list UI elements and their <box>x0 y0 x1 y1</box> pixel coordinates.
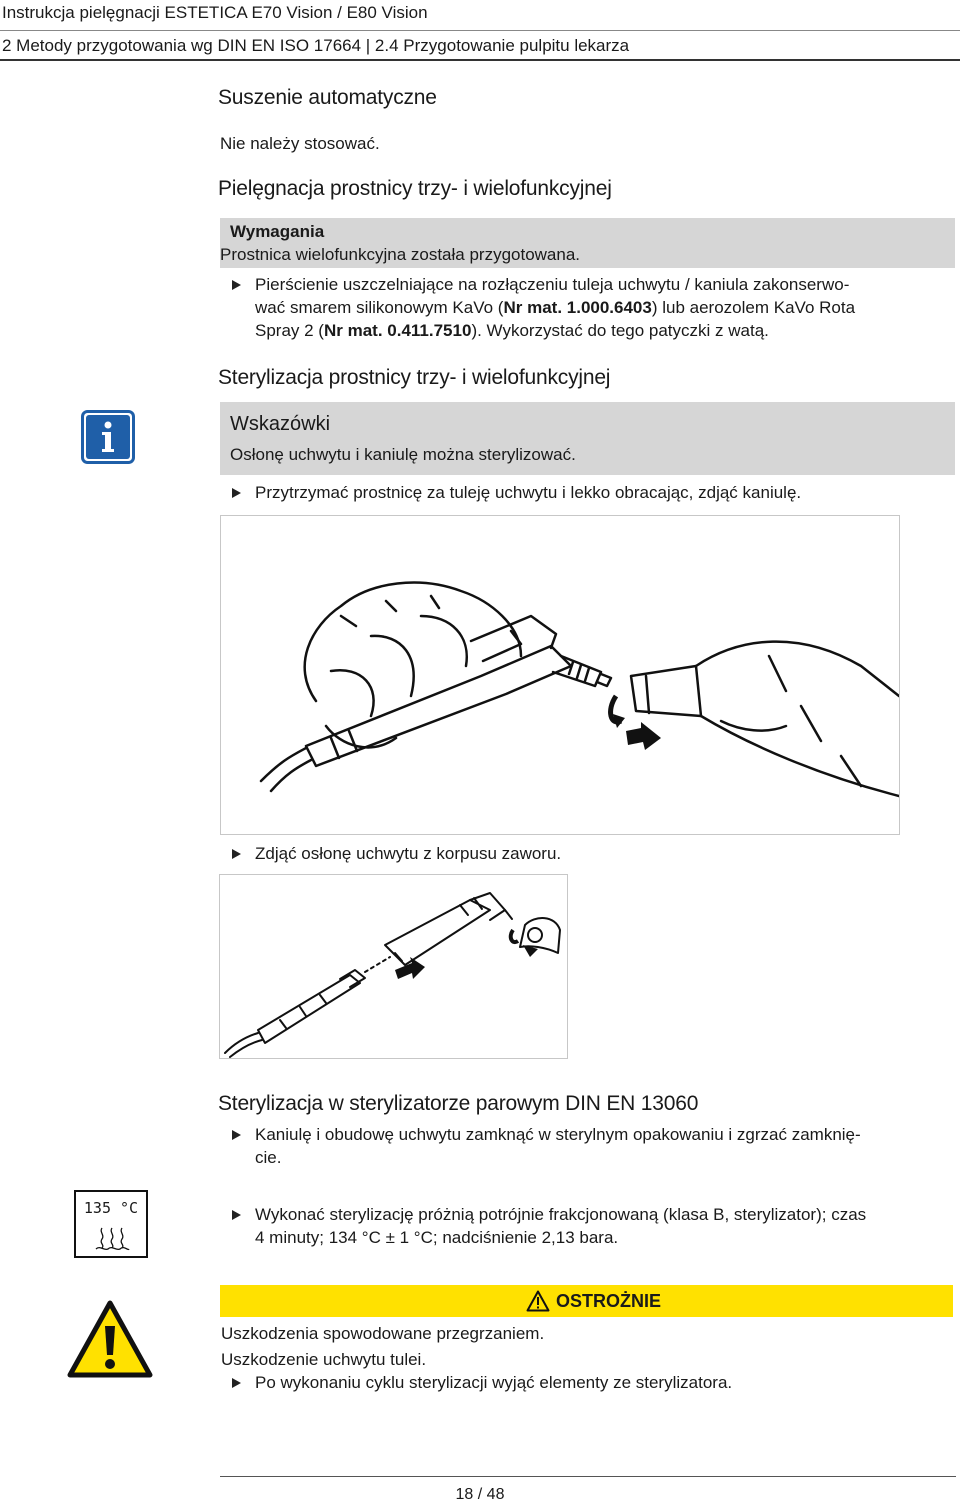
step-arrow-icon <box>232 280 241 290</box>
step-arrow-icon <box>232 1130 241 1140</box>
footer-divider <box>220 1476 956 1477</box>
heading-steam: Sterylizacja w sterylizatorze parowym DIN EN 13060 <box>218 1092 699 1115</box>
caution-label: OSTROŻNIE <box>555 1290 661 1311</box>
step-arrow-icon <box>232 849 241 859</box>
care-step-line3: Spray 2 (Nr mat. 0.411.7510). Wykorzystać do tego patyczki z watą. <box>255 321 769 340</box>
hint-title: Wskazówki <box>230 413 331 435</box>
hint-text: Osłonę uchwytu i kaniulę można sterylizować. <box>230 445 576 464</box>
requirements-title: Wymagania <box>230 222 325 241</box>
step-arrow-icon <box>232 1378 241 1388</box>
page-number: 18 / 48 <box>455 1486 505 1503</box>
drying-text: Nie należy stosować. <box>220 134 380 153</box>
figure-remove-cannula <box>220 515 900 835</box>
header-divider-bold <box>0 59 960 61</box>
caution-banner <box>220 1285 953 1317</box>
requirements-text: Prostnica wielofunkcyjna została przygotowana. <box>220 245 581 264</box>
step-arrow-icon <box>232 1210 241 1220</box>
heading-sterilization: Sterylizacja prostnicy trzy- i wielofunkcyjnej <box>218 366 611 389</box>
care-step-line2: wać smarem silikonowym KaVo (Nr mat. 1.000.6403) lub aerozolem KaVo Rota <box>255 298 856 317</box>
warning-triangle-icon <box>67 1300 153 1378</box>
caution-title: Uszkodzenia spowodowane przegrzaniem. <box>221 1324 545 1343</box>
step-arrow-icon <box>232 488 241 498</box>
figure-remove-grip-cover <box>219 874 568 1059</box>
caution-text: Uszkodzenie uchwytu tulei. <box>221 1350 427 1369</box>
steam-sterilization-135c-icon: 135 °C <box>74 1190 148 1258</box>
document-title: Instrukcja pielęgnacji ESTETICA E70 Vision / E80 Vision <box>2 3 428 22</box>
info-icon <box>81 410 135 464</box>
care-step-line1: Pierścienie uszczelniające na rozłączeniu tuleja uchwytu / kaniula zakonserwo- <box>255 275 850 294</box>
hint-box <box>220 402 955 475</box>
requirements-box <box>220 218 955 268</box>
heading-care: Pielęgnacja prostnicy trzy- i wielofunkcyjnej <box>218 177 612 200</box>
heading-drying: Suszenie automatyczne <box>218 86 437 109</box>
caution-small-triangle-icon <box>526 1290 550 1312</box>
header-divider <box>0 30 960 31</box>
breadcrumb: 2 Metody przygotowania wg DIN EN ISO 17664 | 2.4 Przygotowanie pulpitu lekarza <box>2 36 630 55</box>
